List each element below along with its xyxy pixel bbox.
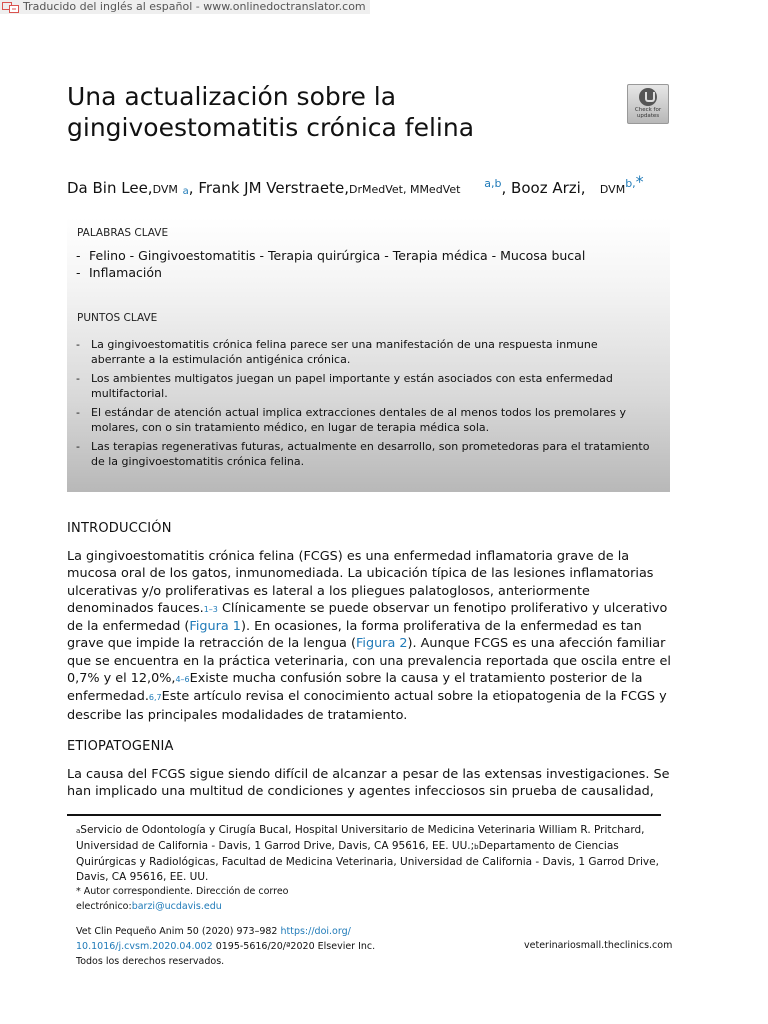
title-line-1: Una actualización sobre la — [67, 82, 397, 111]
figure-1-link[interactable]: Figura 1 — [189, 619, 241, 635]
check-for-updates-button[interactable] — [627, 84, 669, 124]
key-box — [67, 218, 670, 492]
body-text: La gingivoestomatitis crónica felina (FCGS) es una enfermedad inflamatoria grave de la mucosa oral de los gatos, inmunomediada. La ubicación típica de las lesiones inflamatorias ulcerativas y/o proliferativas es lateral a los pliegues palatoglosos, anteriormente denominados fauces. — [67, 549, 654, 616]
author-name: , Frank JM Verstraete, — [188, 179, 349, 197]
key-point-text: Las terapias regenerativas futuras, actualmente en desarrollo, son prometedoras para el tratamiento de la gingivoestomatitis crónica felina. — [91, 440, 650, 468]
doi-link[interactable]: https://doi.org/ — [280, 926, 351, 937]
affiliation-link[interactable]: a — [182, 186, 189, 197]
translator-text[interactable]: Traducido del inglés al español - www.onlinedoctranslator.com — [23, 0, 366, 13]
title-line-2: gingivoestomatitis crónica felina — [67, 113, 475, 142]
bullet-dash: - — [76, 440, 80, 453]
etiopathogenesis-paragraph — [67, 766, 673, 801]
crossmark-icon — [639, 88, 657, 106]
corresponding-author-link[interactable]: * — [635, 172, 644, 191]
author-name: , Booz Arzi, — [501, 179, 586, 197]
figure-2-link[interactable]: Figura 2 — [355, 636, 408, 652]
reference-link[interactable]: 6,7 — [148, 693, 162, 703]
key-points-list — [76, 337, 656, 473]
bullet-dash: - — [76, 248, 81, 263]
bullet-dash: - — [76, 265, 81, 280]
email-link[interactable]: barzi@ucdavis.edu — [131, 901, 222, 912]
key-point-text: El estándar de atención actual implica extracciones dentales de al menos todos los premolares y molares, con o sin tratamiento médico, en lugar de terapia médica sola. — [91, 406, 626, 434]
affiliation-marker: b — [474, 843, 479, 851]
reference-link[interactable]: 1–3 — [203, 604, 218, 614]
introduction-heading: INTRODUCCIÓN — [67, 521, 172, 536]
affiliation-b-text: Departamento de Ciencias Quirúrgicas y Radiológicas, Facultad de Medicina Veterinaria, Universidad de California - Davis, 1 Garrod Drive, Davis, CA 95616, EE. UU. — [76, 840, 659, 883]
author-name: Da Bin Lee, — [67, 179, 153, 197]
rights-text: Todos los derechos reservados. — [76, 956, 225, 967]
translate-icon — [2, 2, 20, 13]
key-point-item — [76, 439, 656, 469]
issn-text: 0195-5616/20/ª2020 Elsevier Inc. — [215, 941, 376, 952]
body-text: ). Aunque FCGS es una afección familiar que se encuentra en la práctica veterinaria, con una prevalencia reportada que oscila entre el 0,7% y el 12,0%, — [67, 636, 671, 687]
body-text: Existe mucha confusión sobre la causa y el tratamiento posterior de la enfermedad. — [67, 671, 643, 705]
key-point-item — [76, 405, 656, 435]
key-point-text: La gingivoestomatitis crónica felina parece ser una manifestación de una respuesta inmune aberrante a la estimulación antigénica crónica. — [91, 338, 598, 366]
journal-citation: Vet Clin Pequeño Anim 50 (2020) 973–982 — [76, 926, 278, 937]
bullet-dash: - — [76, 406, 80, 419]
bullet-dash: - — [76, 372, 80, 385]
key-point-item — [76, 371, 656, 401]
keyword-text: Felino - Gingivoestomatitis - Terapia quirúrgica - Terapia médica - Mucosa bucal — [89, 248, 586, 263]
translator-banner[interactable] — [0, 0, 370, 14]
corresponding-footnote — [76, 884, 676, 914]
body-text: La causa del FCGS sigue siendo difícil de alcanzar a pesar de las extensas investigaciones. Se han implicado una multitud de condiciones y agentes infecciosos sin prueba de causalidad, — [67, 767, 670, 800]
key-points-heading: PUNTOS CLAVE — [77, 312, 158, 324]
corresponding-author-note: * Autor correspondiente. Dirección de correo — [76, 886, 289, 897]
affiliation-link[interactable]: a,b — [484, 177, 502, 190]
keyword-text: Inflamación — [89, 265, 162, 280]
affiliation-marker: a — [76, 827, 81, 835]
affiliation-link[interactable]: b, — [625, 177, 636, 190]
author-degree: DVM — [152, 183, 178, 196]
introduction-paragraph — [67, 548, 673, 724]
check-badge-line-2: updates — [636, 113, 660, 119]
key-point-item — [76, 337, 656, 367]
email-label: electrónico: — [76, 901, 132, 912]
author-degree: DVM — [599, 183, 626, 196]
keyword-item — [76, 264, 656, 281]
bullet-dash: - — [76, 338, 80, 351]
keyword-item — [76, 247, 656, 264]
body-text: Clínicamente se puede observar un fenotipo proliferativo y ulcerativo de la enfermedad ( — [67, 600, 668, 635]
body-text: ). En ocasiones, la forma proliferativa de la enfermedad es tan grave que impide la retracción de la lengua ( — [67, 619, 642, 652]
author-list — [67, 170, 707, 204]
website-text: veterinariosmall.theclinics.com — [524, 940, 673, 951]
affiliation-a-text: Servicio de Odontología y Cirugía Bucal, Hospital Universitario de Medicina Veterinaria William R. Pritchard, Universidad de California - Davis, 1 Garrod Drive, Davis, CA 95616, EE. UU.; — [76, 824, 645, 852]
article-title — [67, 81, 587, 143]
doi-link[interactable]: 10.1016/j.cvsm.2020.04.002 — [76, 941, 213, 952]
author-degree: DrMedVet, MMedVet — [348, 183, 461, 196]
key-point-text: Los ambientes multigatos juegan un papel importante y están asociados con esta enfermedad multifactorial. — [91, 372, 613, 400]
reference-link[interactable]: 4–6 — [175, 675, 190, 685]
footnote-divider — [67, 814, 661, 816]
affiliations-footnote — [76, 823, 676, 885]
check-badge-line-1: Check for — [634, 107, 662, 113]
etiopathogenesis-heading: ETIOPATOGENIA — [67, 739, 174, 754]
keywords-heading: PALABRAS CLAVE — [77, 227, 169, 239]
body-text: Este artículo revisa el conocimiento actual sobre la etiopatogenia de la FCGS y describe las principales modalidades de tratamiento. — [67, 689, 667, 723]
keywords-list — [76, 247, 656, 281]
